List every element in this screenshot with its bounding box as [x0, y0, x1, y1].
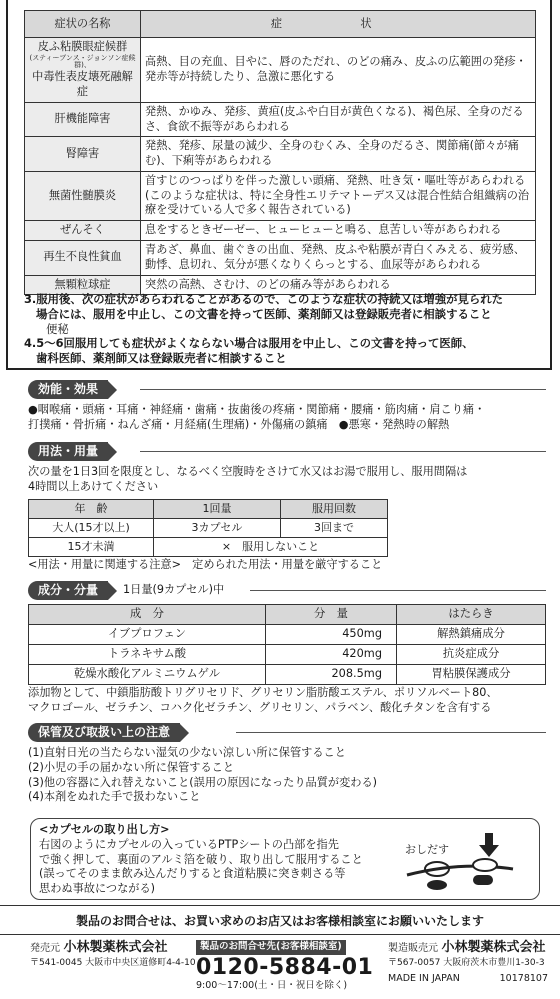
efficacy-text — [28, 403, 546, 433]
heading-arrow-icon — [180, 724, 189, 742]
times-cell: 3回まで — [281, 519, 388, 538]
symptom-name-line: 中毒性表皮壊死融解症 — [32, 70, 133, 98]
ingredients-subtitle: 1日量(9カプセル)中 — [123, 583, 225, 597]
ptp-push-illustration-icon — [401, 829, 523, 895]
ingredient-name: トラネキサム酸 — [29, 645, 266, 665]
divider — [140, 451, 546, 452]
symptom-desc: 高熱、目の充血、目やに、唇のただれ、のどの痛み、皮ふの広範囲の発疹・発赤等が持続したり、急激に悪化する — [141, 38, 536, 103]
divider — [250, 590, 546, 591]
ingredients-heading — [28, 581, 224, 600]
dosage-line: 4時間以上あけてください — [28, 479, 159, 493]
capsule-removal-box — [30, 818, 540, 900]
dosage-text — [28, 465, 546, 495]
storage-list — [28, 746, 546, 805]
seller-block — [30, 939, 196, 970]
table-row — [29, 519, 388, 538]
capsule-text — [39, 838, 409, 897]
seller-address: 〒541-0045 大阪市中央区道修町4-4-10 — [30, 958, 196, 969]
note-3-line: 場合には、服用を中止し、この文書を持って医師、薬剤師又は登録販売者に相談すること — [36, 307, 492, 322]
dosage-table — [28, 499, 388, 557]
ingredient-name: イブプロフェン — [29, 625, 266, 645]
ingredient-header: 成 分 — [29, 605, 266, 625]
note-4-line: 歯科医師、薬剤師又は登録販売者に相談すること — [36, 351, 287, 366]
ingredient-amount: 450mg — [266, 625, 397, 645]
not-allowed-cell: × 服用しないこと — [154, 538, 388, 557]
contact-line: 製品のお問合せは、お買い求めのお店又はお客様相談室にお願いいたします — [75, 914, 484, 928]
dose-cell: 3カプセル — [154, 519, 281, 538]
section-title: 成分・分量 — [28, 581, 108, 600]
dose-header: 1回量 — [154, 500, 281, 519]
symptom-name: 無顆粒球症 — [25, 275, 141, 295]
table-row — [25, 171, 536, 220]
efficacy-line: 打撲痛・骨折痛・ねんざ痛・月経痛(生理痛)・外傷痛の鎮痛 ●悪寒・発熱時の解熱 — [28, 417, 450, 431]
ingredient-name: 乾燥水酸化アルミニウムゲル — [29, 665, 266, 685]
table-row — [29, 665, 546, 685]
capsule-line: 右図のようにカプセルの入っているPTPシートの凸部を指先 — [39, 837, 339, 851]
additives-line: 添加物として、中鎖脂肪酸トリグリセリド、グリセリン脂肪酸エステル、ポリソルベート80、 — [28, 686, 498, 699]
ingredients-table-header — [29, 605, 546, 625]
symptom-name: ぜんそく — [25, 221, 141, 241]
phone-block — [196, 939, 374, 992]
ingredient-function: 胃粘膜保護成分 — [397, 665, 546, 685]
symptom-desc: 首すじのつっぱりを伴った激しい頭痛、発熱、吐き気・嘔吐等があらわれる(このような症状は、特に全身性エリテマトーデス又は混合性結合組織病の治療を受けている人で多く報告されている) — [141, 171, 536, 220]
section-title: 効能・効果 — [28, 380, 108, 399]
list-item: (1)直射日光の当たらない湿気の少ない涼しい所に保管すること — [28, 746, 346, 759]
dosage-line: 次の量を1日3回を限度とし、なるべく空腹時をさけて水又はお湯で服用し、服用間隔は — [28, 465, 468, 478]
efficacy-line: ●咽喉痛・頭痛・耳痛・神経痛・歯痛・抜歯後の疼痛・関節痛・腰痛・筋肉痛・肩こり痛・ — [28, 403, 486, 416]
manufacturer-block — [388, 939, 548, 986]
symptom-table — [24, 10, 536, 295]
storage-heading — [28, 723, 189, 742]
seller-name: 小林製薬株式会社 — [63, 940, 168, 955]
symptom-desc: 突然の高熱、さむけ、のどの痛み等があらわれる — [141, 275, 536, 295]
list-item: (4)本剤をぬれた手で扱わないこと — [28, 790, 201, 804]
phone-label: 製品のお問合せ先(お客様相談室) — [196, 940, 346, 955]
additives-line: マクロゴール、ゼラチン、コハク化ゼラチン、グリセリン、パラベン、酸化チタンを含有する — [28, 700, 492, 714]
ingredient-amount: 208.5mg — [266, 665, 397, 685]
capsule-line: 思わぬ事故につながる) — [39, 882, 156, 896]
age-header: 年 齢 — [29, 500, 154, 519]
note-3-symptom: 便秘 — [46, 322, 69, 337]
symptom-table-header — [25, 11, 536, 38]
amount-header: 分 量 — [266, 605, 397, 625]
seller-role: 発売元 — [30, 943, 60, 954]
symptom-name-header: 症状の名称 — [25, 11, 141, 38]
dosage-table-header — [29, 500, 388, 519]
table-row — [29, 645, 546, 665]
table-row — [25, 221, 536, 241]
note-4-line: 4.5～6回服用しても症状がよくならない場合は服用を中止し、この文書を持って医師、 — [24, 336, 474, 350]
ingredients-table — [28, 604, 546, 685]
phone-number: 0120-5884-01 — [196, 954, 374, 980]
symptom-name — [25, 38, 141, 103]
symptom-name: 再生不良性貧血 — [25, 240, 141, 275]
symptom-desc: 息をするときゼーゼー、ヒューヒューと鳴る、息苦しい等があらわれる — [141, 221, 536, 241]
symptom-desc-header: 症 状 — [141, 11, 536, 38]
capsule-title: <カプセルの取り出し方> — [39, 823, 170, 836]
symptom-desc: 発熱、かゆみ、発疹、黄疸(皮ふや白目が黄色くなる)、褐色尿、全身のだるさ、食欲不振等があらわれる — [141, 102, 536, 137]
section-title: 保管及び取扱い上の注意 — [28, 723, 180, 742]
ingredient-amount: 420mg — [266, 645, 397, 665]
note-4 — [24, 336, 538, 366]
efficacy-heading — [28, 380, 117, 399]
manufacturer-address: 〒567-0057 大阪府茨木市豊川1-30-3 — [388, 958, 545, 969]
dosage-related-note: <用法・用量に関連する注意> 定められた用法・用量を厳守すること — [28, 558, 383, 571]
times-header: 服用回数 — [281, 500, 388, 519]
function-header: はたらき — [397, 605, 546, 625]
ingredient-function: 解熱鎮痛成分 — [397, 625, 546, 645]
push-label: おしだす — [405, 843, 449, 856]
manufacturer-name: 小林製薬株式会社 — [441, 940, 546, 955]
symptom-name: 肝機能障害 — [25, 102, 141, 137]
symptom-desc: 青あざ、鼻血、歯ぐきの出血、発熱、皮ふや粘膜が青白くみえる、疲労感、動悸、息切れ、気分が悪くなりくらっとする、血尿等があらわれる — [141, 240, 536, 275]
section-title: 用法・用量 — [28, 442, 108, 461]
age-cell: 大人(15才以上) — [29, 519, 154, 538]
dosage-heading — [28, 442, 117, 461]
made-in: MADE IN JAPAN — [388, 973, 460, 985]
table-row — [25, 137, 536, 172]
ingredient-function: 抗炎症成分 — [397, 645, 546, 665]
symptom-name: 無菌性髄膜炎 — [25, 171, 141, 220]
divider — [140, 389, 546, 390]
note-3 — [24, 292, 538, 337]
heading-arrow-icon — [108, 381, 117, 399]
symptom-name-line: 皮ふ粘膜眼症候群 — [37, 40, 128, 53]
product-code: 10178107 — [499, 973, 548, 985]
table-row — [29, 538, 388, 557]
table-row — [25, 102, 536, 137]
heading-arrow-icon — [108, 443, 117, 461]
divider — [0, 905, 560, 906]
capsule-line: (誤ってそのまま飲み込んだりすると食道粘膜に突き刺さる等 — [39, 867, 346, 881]
list-item: (2)小児の手の届かない所に保管すること — [28, 760, 235, 774]
table-row — [29, 625, 546, 645]
additives-text — [28, 686, 546, 716]
note-3-line: 3.服用後、次の症状があらわれることがあるので、このような症状の持続又は増強が見られた — [24, 292, 504, 306]
symptom-desc: 発熱、発疹、尿量の減少、全身のむくみ、全身のだるさ、関節痛(節々が痛む)、下痢等があらわれる — [141, 137, 536, 172]
table-row — [25, 240, 536, 275]
heading-arrow-icon — [108, 582, 117, 600]
phone-hours: 9:00～17:00(土・日・祝日を除く) — [196, 979, 348, 991]
symptom-name-small: (スティーブンス・ジョンソン症候群)、 — [29, 53, 136, 70]
divider — [0, 934, 560, 935]
divider — [236, 732, 546, 733]
age-cell: 15才未満 — [29, 538, 154, 557]
symptom-name: 腎障害 — [25, 137, 141, 172]
capsule-line: で強く押して、裏面のアルミ箔を破り、取り出して服用すること — [39, 852, 363, 866]
manufacturer-role: 製造販売元 — [388, 943, 438, 954]
list-item: (3)他の容器に入れ替えないこと(誤用の原因になったり品質が変わる) — [28, 775, 378, 789]
table-row — [25, 38, 536, 103]
